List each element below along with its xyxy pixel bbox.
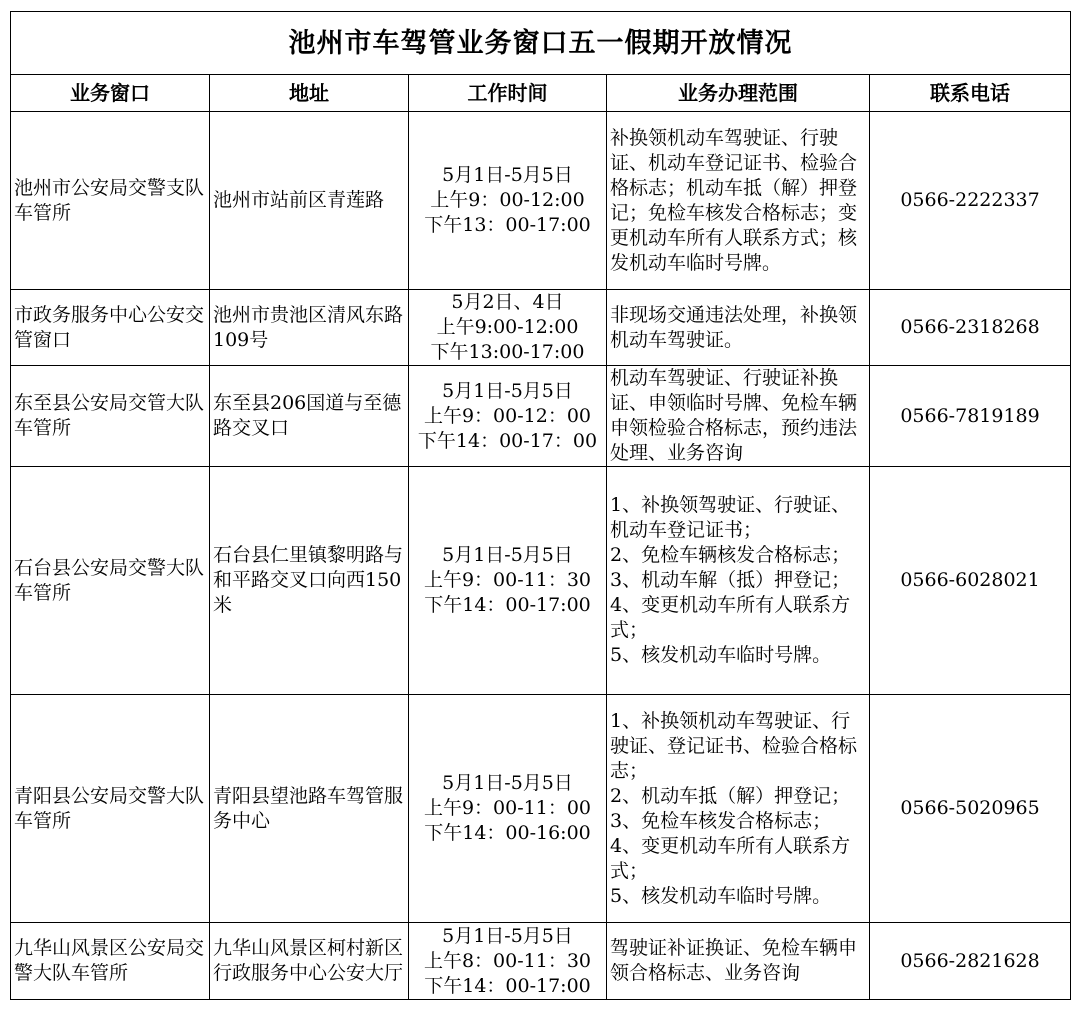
header-scope: 业务办理范围 (607, 75, 870, 112)
table-row (11, 467, 1071, 695)
time-dates: 5月1日-5月5日 (442, 379, 573, 402)
header-time: 工作时间 (409, 75, 607, 112)
scope-item: 4、变更机动车所有人联系方式； (610, 594, 851, 641)
address-cell: 石台县仁里镇黎明路与和平路交叉口向西150米 (210, 467, 409, 695)
time-morning: 上午9:00-12:00 (436, 316, 579, 338)
scope-cell (607, 923, 870, 1000)
time-cell (409, 923, 607, 1000)
time-cell (409, 290, 607, 366)
schedule-table (10, 11, 1071, 1000)
phone-cell: 0566-7819189 (870, 366, 1071, 467)
scope-item: 4、变更机动车所有人联系方式； (610, 834, 851, 882)
window-cell: 东至县公安局交管大队车管所 (11, 366, 210, 467)
scope-item: 1、补换领机动车驾驶证、行驶证、登记证书、检验合格标志； (610, 709, 858, 782)
scope-item: 5、核发机动车临时号牌。 (610, 884, 832, 907)
time-morning: 上午9：00-12：00 (423, 404, 592, 427)
address-cell: 东至县206国道与至德路交叉口 (210, 366, 409, 467)
time-dates: 5月2日、4日 (451, 291, 564, 313)
window-cell: 石台县公安局交警大队车管所 (11, 467, 210, 695)
time-dates: 5月1日-5月5日 (442, 544, 573, 566)
header-phone: 联系电话 (870, 75, 1071, 112)
time-morning: 上午9：00-11：00 (423, 797, 592, 819)
address-cell: 九华山风景区柯村新区行政服务中心公安大厅 (210, 923, 409, 1000)
address-cell: 池州市站前区青莲路 (210, 112, 409, 290)
time-morning: 上午9：00-11：30 (423, 569, 592, 591)
address-cell: 池州市贵池区清风东路109号 (210, 290, 409, 366)
time-cell (409, 112, 607, 290)
time-afternoon: 下午13:00-17:00 (430, 341, 585, 363)
phone-cell: 0566-6028021 (870, 467, 1071, 695)
window-cell: 市政务服务中心公安交管窗口 (11, 290, 210, 366)
header-window: 业务窗口 (11, 75, 210, 112)
phone-cell: 0566-2318268 (870, 290, 1071, 366)
table-row (11, 695, 1071, 923)
time-morning: 上午9：00-12:00 (430, 189, 585, 211)
scope-cell (607, 695, 870, 923)
address-cell: 青阳县望池路车驾管服务中心 (210, 695, 409, 923)
window-cell: 池州市公安局交警支队车管所 (11, 112, 210, 290)
scope-cell (607, 366, 870, 467)
time-afternoon: 下午13：00-17:00 (424, 214, 591, 236)
scope-cell (607, 467, 870, 695)
scope-text: 非现场交通违法处理，补换领机动车驾驶证。 (610, 303, 858, 351)
scope-item: 5、核发机动车临时号牌。 (610, 644, 832, 666)
scope-text: 补换领机动车驾驶证、行驶证、机动车登记证书、检验合格标志；机动车抵（解）押登记；免检车核发合格标志；变更机动车所有人联系方式；核发机动车临时号牌。 (610, 126, 858, 274)
time-dates: 5月1日-5月5日 (442, 924, 573, 947)
time-cell (409, 467, 607, 695)
scope-cell (607, 290, 870, 366)
table-row (11, 923, 1071, 1000)
scope-item: 1、补换领驾驶证、行驶证、机动车登记证书； (610, 494, 851, 541)
time-afternoon: 下午14：00-17:00 (424, 974, 591, 997)
scope-text: 驾驶证补证换证、免检车辆申领合格标志、业务咨询 (610, 937, 858, 984)
time-cell (409, 695, 607, 923)
time-dates: 5月1日-5月5日 (442, 772, 573, 794)
scope-cell (607, 112, 870, 290)
header-row (11, 75, 1071, 112)
phone-cell: 0566-2222337 (870, 112, 1071, 290)
title-row (11, 12, 1071, 75)
scope-item: 2、免检车辆核发合格标志； (610, 544, 851, 566)
time-morning: 上午8：00-11：30 (423, 949, 592, 972)
table-row (11, 290, 1071, 366)
scope-item: 3、机动车解（抵）押登记； (610, 569, 851, 591)
table-row (11, 366, 1071, 467)
schedule-sheet (10, 11, 1070, 1000)
header-address: 地址 (210, 75, 409, 112)
scope-text: 机动车驾驶证、行驶证补换证、申领临时号牌、免检车辆申领检验合格标志，预约违法处理、业务咨询 (610, 367, 858, 464)
table-title: 池州市车驾管业务窗口五一假期开放情况 (11, 12, 1071, 75)
time-afternoon: 下午14：00-17：00 (417, 429, 598, 452)
phone-cell: 0566-2821628 (870, 923, 1071, 1000)
window-cell: 九华山风景区公安局交警大队车管所 (11, 923, 210, 1000)
time-afternoon: 下午14：00-16:00 (424, 822, 591, 844)
time-dates: 5月1日-5月5日 (442, 164, 573, 186)
time-afternoon: 下午14：00-17:00 (424, 594, 591, 616)
window-cell: 青阳县公安局交警大队车管所 (11, 695, 210, 923)
table-row (11, 112, 1071, 290)
scope-item: 2、机动车抵（解）押登记； (610, 784, 851, 807)
time-cell (409, 366, 607, 467)
phone-cell: 0566-5020965 (870, 695, 1071, 923)
scope-item: 3、免检车核发合格标志； (610, 809, 832, 832)
